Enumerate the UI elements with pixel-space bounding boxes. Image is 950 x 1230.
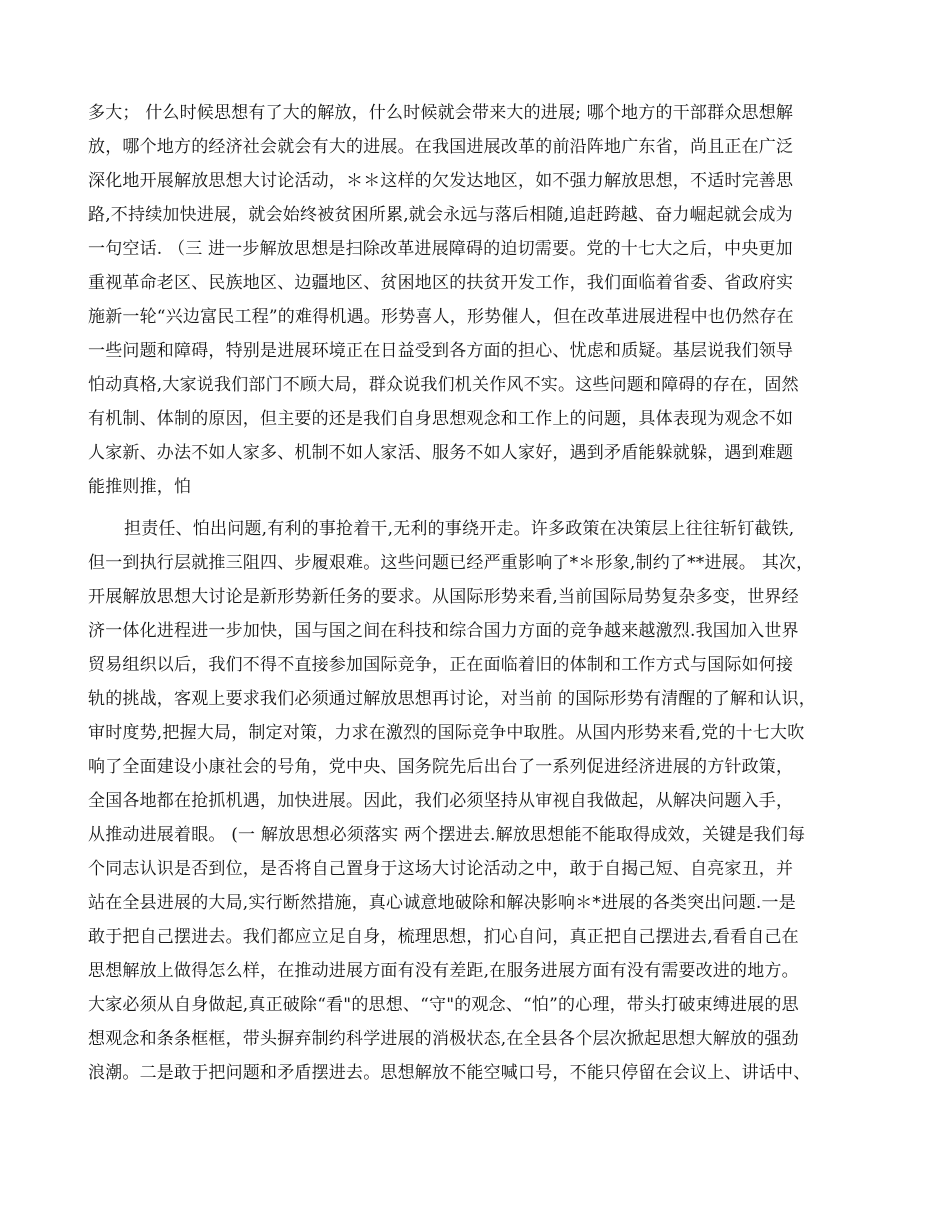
text-line: 开展解放思想大讨论是新形势新任务的要求。从国际形势来看,当前国际局势复杂多变，世界经	[88, 587, 799, 607]
text-line: 轨的挑战，客观上要求我们必须通过解放思想再讨论，对当前 的国际形势有清醒的了解和认识，	[88, 689, 817, 709]
text-line: 敢于把自己摆进去。我们都应立足自身，梳理思想，扪心自问，真正把自己摆进去,看看自己在	[88, 927, 799, 947]
text-line: 贸易组织以后，我们不得不直接参加国际竞争，正在面临着旧的体制和工作方式与国际如何接	[88, 655, 794, 675]
text-line: 重视革命老区、民族地区、边疆地区、贫困地区的扶贫开发工作，我们面临着省委、省政府实	[88, 273, 794, 293]
text-line: 大家必须从自身做起,真正破除“看"的思想、“守"的观念、“怕”的心理，带头打破束缚进展的思	[88, 995, 799, 1015]
text-line: 站在全县进展的大局,实行断然措施，真心诚意地破除和解决影响＊*进展的各类突出问题.一是	[88, 893, 796, 913]
text-line: 一些问题和障碍，特别是进展环境正在日益受到各方面的担心、忧虑和质疑。基层说我们领导	[88, 341, 794, 361]
text-line: 多大； 什么时候思想有了大的解放，什么时候就会带来大的进展; 哪个地方的干部群众思想解	[88, 103, 794, 123]
text-line: 一句空话. （三 进一步解放思想是扫除改革进展障碍的迫切需要。党的十七大之后，中央更加	[88, 239, 793, 259]
text-line: 路,不持续加快进展，就会始终被贫困所累,就会永远与落后相随,追赶跨越、奋力崛起就会成为	[88, 205, 793, 225]
text-line: 深化地开展解放思想大讨论活动，＊＊这样的欠发达地区，如不强力解放思想，不适时完善思	[88, 171, 794, 191]
paragraph-2	[88, 512, 862, 1090]
text-line: 担责任、怕出问题,有利的事抢着干,无利的事绕开走。许多政策在决策层上往往斩钉截铁,	[124, 519, 795, 539]
text-line: 审时度势,把握大局，制定对策，力求在激烈的国际竞争中取胜。从国内形势来看,党的十七大吹	[88, 723, 805, 743]
text-line: 个同志认识是否到位，是否将自己置身于这场大讨论活动之中，敢于自揭己短、自亮家丑，并	[88, 859, 794, 879]
text-line: 从推动进展着眼。 (一 解放思想必须落实 两个摆进去.解放思想能不能取得成效，关键是我们每	[88, 825, 806, 845]
text-line: 想观念和条条框框，带头摒弃制约科学进展的消极状态,在全县各个层次掀起思想大解放的强劲	[88, 1029, 799, 1049]
text-line: 有机制、体制的原因，但主要的还是我们自身思想观念和工作上的问题，具体表现为观念不如	[88, 409, 794, 429]
text-line: 全国各地都在抢抓机遇，加快进展。因此，我们必须坚持从审视自我做起，从解决问题入手，	[88, 791, 794, 811]
text-line: 思想解放上做得怎么样，在推动进展方面有没有差距,在服务进展方面有没有需要改进的地方。	[88, 961, 799, 981]
text-line: 人家新、办法不如人家多、机制不如人家活、服务不如人家好，遇到矛盾能躲就躲，遇到难题	[88, 443, 794, 463]
text-line: 浪潮。二是敢于把问题和矛盾摆进去。思想解放不能空喊口号，不能只停留在会议上、讲话中、	[88, 1063, 811, 1083]
text-line: 施新一轮“兴边富民工程”的难得机遇。形势喜人，形势催人，但在改革进展进程中也仍然存在	[88, 307, 794, 327]
text-line: 响了全面建设小康社会的号角，党中央、国务院先后出台了一系列促进经济进展的方针政策，	[88, 757, 794, 777]
text-line: 能推则推，怕	[88, 477, 192, 497]
text-line: 怕动真格,大家说我们部门不顾大局，群众说我们机关作风不实。这些问题和障碍的存在，固然	[88, 375, 799, 395]
paragraph-1	[88, 96, 862, 504]
text-line: 但一到执行层就推三阻四、步履艰难。这些问题已经严重影响了*＊形象,制约了**进展。 其次，	[88, 553, 814, 573]
text-line: 放，哪个地方的经济社会就会有大的进展。在我国进展改革的前沿阵地广东省，尚且正在广泛	[88, 137, 794, 157]
text-line: 济一体化进程进一步加快，国与国之间在科技和综合国力方面的竞争越来越激烈.我国加入世界	[88, 621, 799, 641]
